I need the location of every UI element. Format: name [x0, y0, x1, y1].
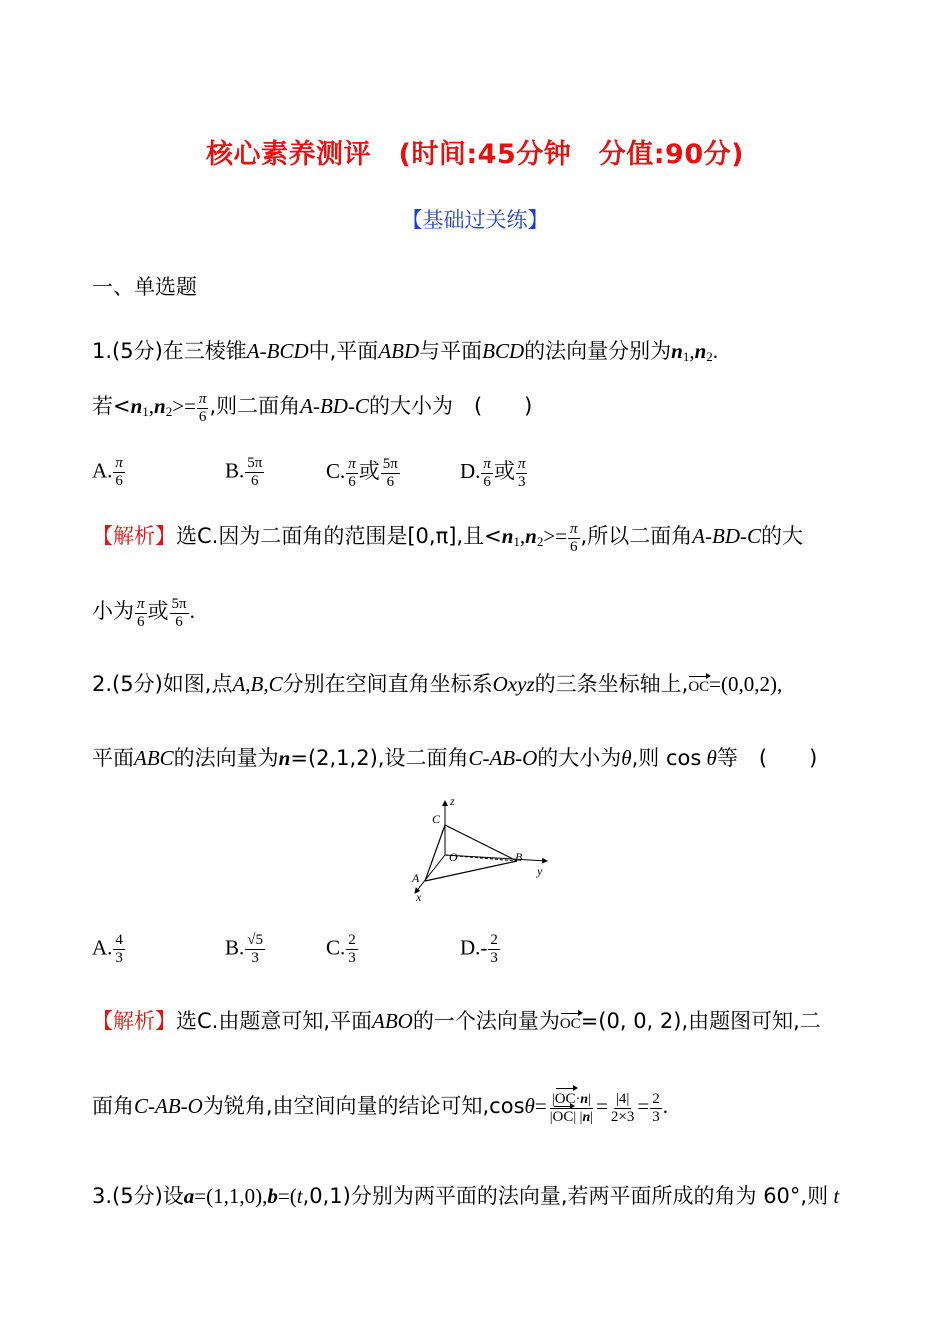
- coordinate-figure: [405, 795, 555, 907]
- x-axis: [415, 855, 445, 893]
- question-2-line-1: 2.(5分)如图,点A,B,C分别在空间直角坐标系Oxyz的三条坐标轴上,OC=(0,0,2),: [92, 672, 783, 696]
- q2-option-b[interactable]: B. $\frac{√5}{3}$: [225, 932, 263, 966]
- q2-option-a[interactable]: A. $\frac{4}{3}$: [92, 932, 123, 966]
- q2-option-d[interactable]: D.- $\frac{2}{3}$: [460, 932, 498, 966]
- fraction-pi-over-6: $\frac{\pi}{6}$: [198, 390, 207, 425]
- question-1-line-1: 1.(5分)在三棱锥A-BCD中,平面ABD与平面BCD的法向量分别为$n_1,n_2$.: [92, 339, 719, 364]
- analysis-tag-2: 【解析】: [92, 1009, 176, 1033]
- label-y: y: [537, 864, 543, 878]
- label-b: B: [515, 850, 523, 864]
- answer-2-line-2: 面角C-AB-O为锐角,由空间向量的结论可知,cosθ= $\frac{|OC\cdot n|}{|OC| |n|}$ = $\frac{|4|}{2\times 3}$ = $\frac{2}{3}$ .: [92, 1090, 668, 1125]
- analysis-tag: 【解析】: [92, 524, 176, 548]
- question-1-line-2: 若$<n_1,n_2>=$ $\frac{\pi}{6}$ ,则二面角A-BD-C的大小为 ( ): [92, 390, 533, 425]
- label-z: z: [450, 795, 455, 808]
- page-title: 核心素养测评 (时间:45分钟 分值:90分): [206, 139, 744, 170]
- q1-option-a[interactable]: A. $\frac{\pi}{6}$: [92, 455, 123, 489]
- label-c: C: [432, 812, 441, 826]
- edge-ab: [425, 861, 517, 881]
- question-2-line-2: 平面ABC的法向量为n=(2,1,2),设二面角C-AB-O的大小为θ,则 cos θ等 ( ): [92, 746, 818, 770]
- q1-option-c[interactable]: C. $\frac{\pi}{6}$ 或 $\frac{5\pi}{6}$: [326, 455, 398, 490]
- q1-option-b[interactable]: B. $\frac{5\pi}{6}$: [225, 455, 263, 489]
- label-a: A: [412, 871, 420, 885]
- question-3-line-1: 3.(5分)设a=(1,1,0),b=(t,0,1)分别为两平面的法向量,若两平面所成的角为 60°,则 t: [92, 1184, 840, 1208]
- answer-1-line-1: 【解析】选C.因为二面角的范围是[0,π],且$<n_1,n_2>=$ $\frac{\pi}{6}$ ,所以二面角A-BD-C的大: [92, 520, 804, 555]
- answer-2-line-1: 【解析】选C.由题意可知,平面ABO的一个法向量为OC=(0, 0, 2),由题图可知,二: [92, 1009, 821, 1033]
- answer-1-line-2: 小为 $\frac{\pi}{6}$ 或 $\frac{5\pi}{6}$ .: [92, 595, 195, 630]
- label-x: x: [416, 890, 422, 904]
- section-subtitle: 【基础过关练】: [401, 208, 549, 232]
- cos-fraction: $\frac{|OC\cdot n|}{|OC| |n|}$: [549, 1090, 594, 1125]
- q2-option-c[interactable]: C. $\frac{2}{3}$: [326, 932, 356, 966]
- edge-ca: [425, 825, 445, 881]
- label-o: O: [449, 850, 458, 864]
- q1-option-d[interactable]: D. $\frac{\pi}{6}$ 或 $\frac{\pi}{3}$: [460, 455, 526, 490]
- vector-oc: OC: [688, 679, 710, 695]
- section-heading: 一、单选题: [92, 275, 197, 299]
